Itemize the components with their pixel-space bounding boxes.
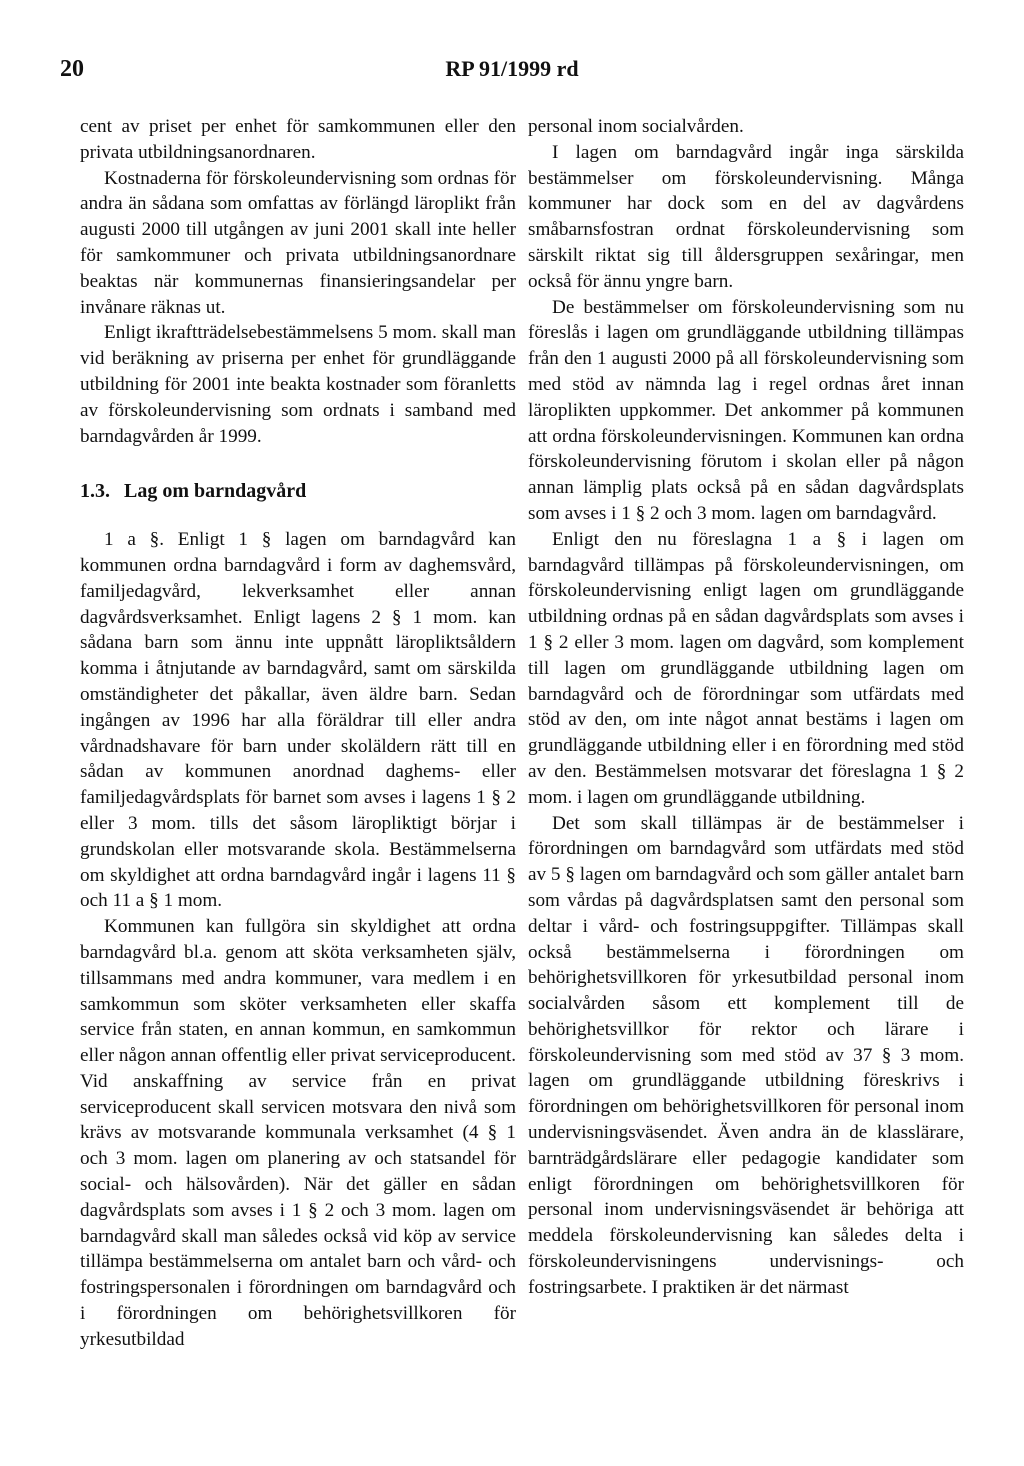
paragraph: cent av priset per enhet för samkommunen eller den privata utbildningsanordnaren.	[80, 116, 516, 163]
paragraph: Kostnaderna för förskoleundervisning som ordnas för andra än sådana som omfattas av förlängd läroplikt från augusti 2000 till utgången av juni 2001 skall inte heller för samkommuner och privata utbildningsanordnare beaktas när kommunernas finansieringsandelar per invånare räknas ut.	[80, 167, 516, 318]
page-number: 20	[60, 56, 84, 82]
running-title: RP 91/1999 rd	[445, 56, 579, 81]
right-column	[528, 114, 964, 1301]
section-number: 1.3.	[80, 480, 110, 503]
paragraph: Enligt den nu föreslagna 1 a § i lagen om barndagvård tillämpas på förskoleundervisningen, om förskoleundervisning enligt lagen om grundläggande utbildning ordnas på en sådan dagvårdsplats som avses i 1 § 2 eller 3 mom. lagen om dagvård, som komplement till lagen om grundläggande utbildning lagen om barndagvård och de förordningar som utfärdats med stöd av den, om inte något annat bestäms i lagen om grundläggande utbildning eller i en förordning med stöd av den. Bestämmelsen motsvarar det föreslagna 1 § 2 mom. i lagen om grundläggande utbildning.	[528, 528, 964, 808]
section-heading	[80, 479, 516, 505]
paragraph: 1 a §. Enligt 1 § lagen om barndagvård kan kommunen ordna barndagvård i form av daghemsvård, familjedagvård, lekverksamhet eller annan dagvårdsverksamhet. Enligt lagens 2 § 1 mom. kan sådana barn som ännu inte uppnått läropliktsåldern komma i åtnjutande av barndagvård, samt om särskilda omständigheter det påkallar, även äldre barn. Sedan ingången av 1996 har alla föräldrar till eller andra vårdnadshavare för barn under skoläldern rätt till en sådan av kommunen anordnad daghems- eller familjedagvårdsplats för barnet som avses i lagens 1 § 2 eller 3 mom. tills det såsom läropliktigt börjar i grundskolan eller motsvarande skola. Bestämmelserna om skyldighet att ordna barndagvård ingår i lagens 11 § och 11 a § 1 mom.	[80, 529, 516, 912]
paragraph: I lagen om barndagvård ingår inga särskilda bestämmelser om förskoleundervisning. Många kommuner har dock som en del av dagvårdens småbarnsfostran ordnat förskoleundervisning som särskilt riktat sig till åldersgruppen sexåringar, men också för ännu yngre barn.	[528, 141, 964, 292]
page-header	[60, 56, 964, 96]
paragraph: Enligt ikraftträdelsebestämmelsens 5 mom. skall man vid beräkning av priserna per enhet för grundläggande utbildning för 2001 inte beakta kostnader som föranletts av förskoleundervisning som ordnats i samband med barndagvården år 1999.	[80, 322, 516, 447]
paragraph: De bestämmelser om förskoleundervisning som nu föreslås i lagen om grundläggande utbildning tillämpas från den 1 augusti 2000 på all förskoleundervisning som med stöd av nämnda lag i regel ordnas året innan läroplikten uppkommer. Det ankommer på kommunen att ordna förskoleundervisningen. Kommunen kan ordna förskoleundervisning förutom i skolan eller på någon annan lämplig plats också på en sådan dagvårdsplats som avses i 1 § 2 och 3 mom. lagen om barndagvård.	[528, 296, 964, 524]
left-column	[80, 114, 516, 1353]
paragraph: Kommunen kan fullgöra sin skyldighet att ordna barndagvård bl.a. genom att sköta verksamheten själv, tillsammans med andra kommuner, vara medlem i en samkommun som sköter verksamheten eller skaffa service från staten, en annan kommun, en samkommun eller någon annan offentlig eller privat serviceproducent. Vid anskaffning av service från en privat serviceproducent skall servicen motsvara den nivå som krävs av motsvarande kommunala verksamhet (4 § 1 och 3 mom. lagen om planering av och statsandel för social- och hälsovården). När det gäller en sådan dagvårdsplats som avses i 1 § 2 och 3 mom. lagen om barndagvård skall man således också vid köp av service tillämpa bestämmelserna om antalet barn och vård- och fostringspersonalen i förordningen om barndagvård och i förordningen om behörighetsvillkoren för yrkesutbildad	[80, 916, 516, 1350]
paragraph: personal inom socialvården.	[528, 116, 744, 137]
section-title: Lag om barndagvård	[124, 480, 307, 503]
paragraph: Det som skall tillämpas är de bestämmelser i förordningen om barndagvård som utfärdats med stöd av 5 § lagen om barndagvård och som gäller antalet barn som vårdas på dagvårdsplatsen samt den personal som deltar i vård- och fostringsuppgifter. Tillämpas skall också bestämmelserna i förordningen om behörighetsvillkoren för yrkesutbildad personal inom socialvården såsom ett komplement till de behörighetsvillkor för rektor och lärare i förskoleundervisning som med stöd av 37 § 3 mom. lagen om grundläggande utbildning föreskrivs i förordningen om behörighetsvillkoren för personal inom undervisningsväsendet. Även andra än de klasslärare, barnträdgårdslärare eller pedagogie kandidater som enligt förordningen om behörighetsvillkoren för personal inom undervisningsväsendet är behöriga att meddela förskoleundervisning kan således delta i förskoleundervisningens undervisnings- och fostringsarbete. I praktiken är det närmast	[528, 812, 964, 1298]
